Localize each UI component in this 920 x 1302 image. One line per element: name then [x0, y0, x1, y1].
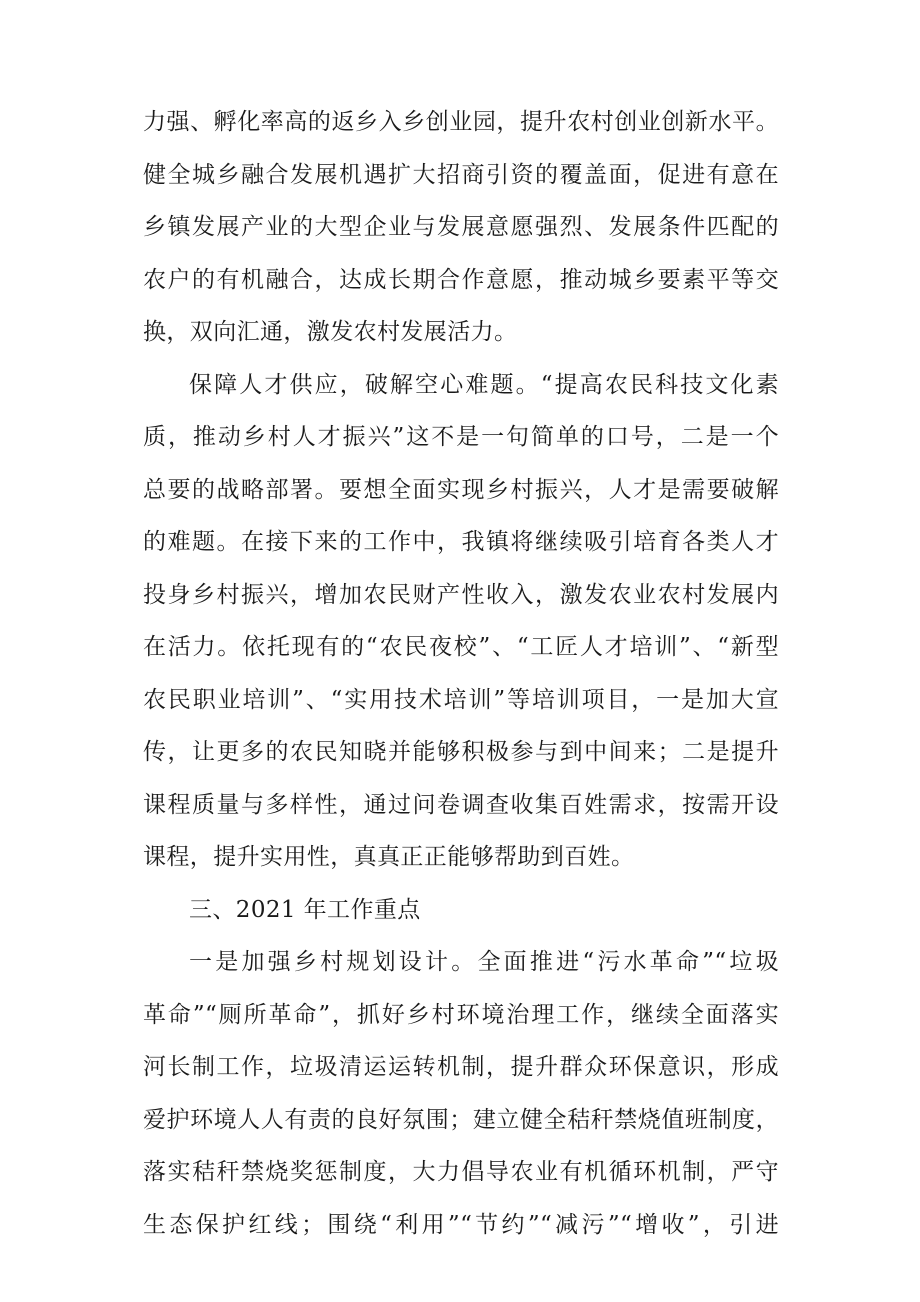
paragraph-line: 在活力。依托现有的“农民夜校”、“工匠人才培训”、“新型 — [143, 634, 779, 660]
paragraph-line: 课程，提升实用性，真真正正能够帮助到百姓。 — [143, 844, 635, 870]
paragraph-line: 落实秸秆禁烧奖惩制度，大力倡导农业有机循环机制，严守 — [143, 1159, 779, 1185]
paragraph-line: 的难题。在接下来的工作中，我镇将继续吸引培育各类人才 — [143, 529, 779, 555]
paragraph-line: 一是加强乡村规划设计。全面推进“污水革命”“垃圾 — [189, 949, 779, 975]
paragraph-line: 河长制工作，垃圾清运运转机制，提升群众环保意识，形成 — [143, 1054, 779, 1080]
paragraph-line: 革命”“厕所革命”，抓好乡村环境治理工作，继续全面落实 — [143, 1001, 779, 1028]
paragraph-line: 力强、孵化率高的返乡入乡创业园，提升农村创业创新水平。 — [143, 109, 779, 135]
paragraph-line: 爱护环境人人有责的良好氛围；建立健全秸秆禁烧值班制度， — [143, 1106, 779, 1133]
paragraph-line: 质，推动乡村人才振兴”这不是一句简单的口号，二是一个 — [143, 424, 779, 450]
section-heading: 三、2021 年工作重点 — [189, 896, 421, 923]
paragraph-line: 保障人才供应，破解空心难题。“提高农民科技文化素 — [189, 371, 779, 398]
paragraph-line: 传，让更多的农民知晓并能够积极参与到中间来；二是提升 — [143, 739, 779, 765]
paragraph-line: 健全城乡融合发展机遇扩大招商引资的覆盖面，促进有意在 — [143, 161, 779, 188]
document-page — [143, 96, 779, 1251]
paragraph-line: 农户的有机融合，达成长期合作意愿，推动城乡要素平等交 — [143, 266, 779, 293]
paragraph-line: 乡镇发展产业的大型企业与发展意愿强烈、发展条件匹配的 — [143, 214, 779, 240]
paragraph-line: 总要的战略部署。要想全面实现乡村振兴，人才是需要破解 — [143, 476, 779, 503]
paragraph-line: 课程质量与多样性，通过问卷调查收集百姓需求，按需开设 — [143, 791, 779, 818]
paragraph-line: 换，双向汇通，激发农村发展活力。 — [143, 319, 518, 345]
paragraph-line: 投身乡村振兴，增加农民财产性收入，激发农业农村发展内 — [143, 581, 779, 608]
paragraph-line: 农民职业培训”、“实用技术培训”等培训项目，一是加大宣 — [143, 686, 779, 713]
paragraph-line: 生态保护红线；围绕“利用”“节约”“减污”“增收”，引进 — [143, 1211, 779, 1238]
